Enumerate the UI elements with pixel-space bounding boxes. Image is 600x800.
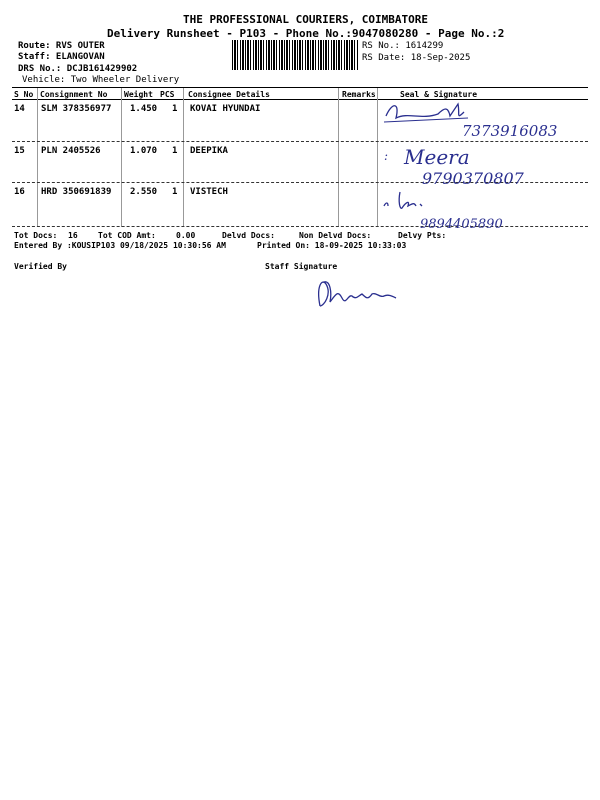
tot-cod-label: Tot COD Amt:	[98, 231, 156, 240]
col-divider	[37, 88, 38, 227]
row-pcs: 1	[172, 104, 178, 114]
svg-text::: :	[384, 149, 389, 163]
delvy-pts-label: Delvy Pts:	[398, 231, 447, 240]
col-divider	[338, 88, 339, 227]
signature-row-16	[378, 184, 578, 230]
tot-docs-label: Tot Docs:	[14, 231, 58, 240]
row-consignee: DEEPIKA	[190, 146, 228, 156]
tot-docs-value: 16	[68, 231, 78, 240]
delvd-docs-label: Delvd Docs:	[222, 231, 275, 240]
row-sno: 15	[14, 146, 25, 156]
non-delvd-docs-label: Non Delvd Docs:	[299, 231, 372, 240]
company-title: THE PROFESSIONAL COURIERS, COIMBATORE	[183, 13, 429, 26]
col-remarks: Remarks	[342, 90, 376, 99]
row-sno: 14	[14, 104, 25, 114]
col-divider	[121, 88, 122, 227]
row-weight: 2.550	[130, 187, 158, 197]
drs-label: DRS No.: DCJB161429902	[18, 64, 138, 74]
col-divider	[183, 88, 184, 227]
signature-name: Meera	[404, 145, 470, 169]
route-label: Route: RVS OUTER	[18, 41, 105, 51]
staff-label: Staff: ELANGOVAN	[18, 52, 105, 62]
verified-by-label: Verified By	[14, 262, 67, 271]
col-pcs: PCS	[160, 90, 175, 99]
row-consignment: HRD 350691839	[41, 187, 112, 197]
col-consignee: Consignee Details	[188, 90, 270, 99]
col-consignment: Consignment No	[40, 90, 108, 99]
staff-signature-label: Staff Signature	[265, 262, 338, 271]
vehicle-label: Vehicle: Two Wheeler Delivery	[22, 75, 180, 85]
signature-phone: 9894405890	[420, 217, 503, 232]
row-sno: 16	[14, 187, 25, 197]
row-consignment: PLN 2405526	[41, 146, 101, 156]
printed-on: Printed On: 18-09-2025 10:33:03	[257, 241, 407, 250]
row-consignee: KOVAI HYUNDAI	[190, 104, 261, 114]
row-consignee: VISTECH	[190, 187, 228, 197]
signature-row-15	[378, 142, 578, 188]
col-sno: S No	[14, 90, 34, 99]
rs-number: RS No.: 1614299	[362, 41, 444, 51]
signature-phone: 7373916083	[462, 122, 558, 140]
entered-by: Entered By :KOUSIP103 09/18/2025 10:30:56 AM	[14, 241, 226, 250]
signature-row-14	[378, 96, 578, 142]
staff-signature-mark	[312, 276, 402, 316]
row-pcs: 1	[172, 187, 178, 197]
row-pcs: 1	[172, 146, 178, 156]
table-top-rule	[12, 87, 588, 88]
barcode	[232, 40, 358, 70]
row-weight: 1.450	[130, 104, 158, 114]
tot-cod-value: 0.00	[176, 231, 196, 240]
runsheet-subtitle: Delivery Runsheet - P103 - Phone No.:9047080280 - Page No.:2	[107, 27, 505, 40]
col-seal: Seal & Signature	[400, 90, 478, 99]
col-weight: Weight	[124, 90, 153, 99]
row-consignment: SLM 378356977	[41, 104, 112, 114]
rs-date: RS Date: 18-Sep-2025	[362, 53, 471, 63]
row-weight: 1.070	[130, 146, 158, 156]
signature-phone: 9790370807	[422, 169, 524, 188]
